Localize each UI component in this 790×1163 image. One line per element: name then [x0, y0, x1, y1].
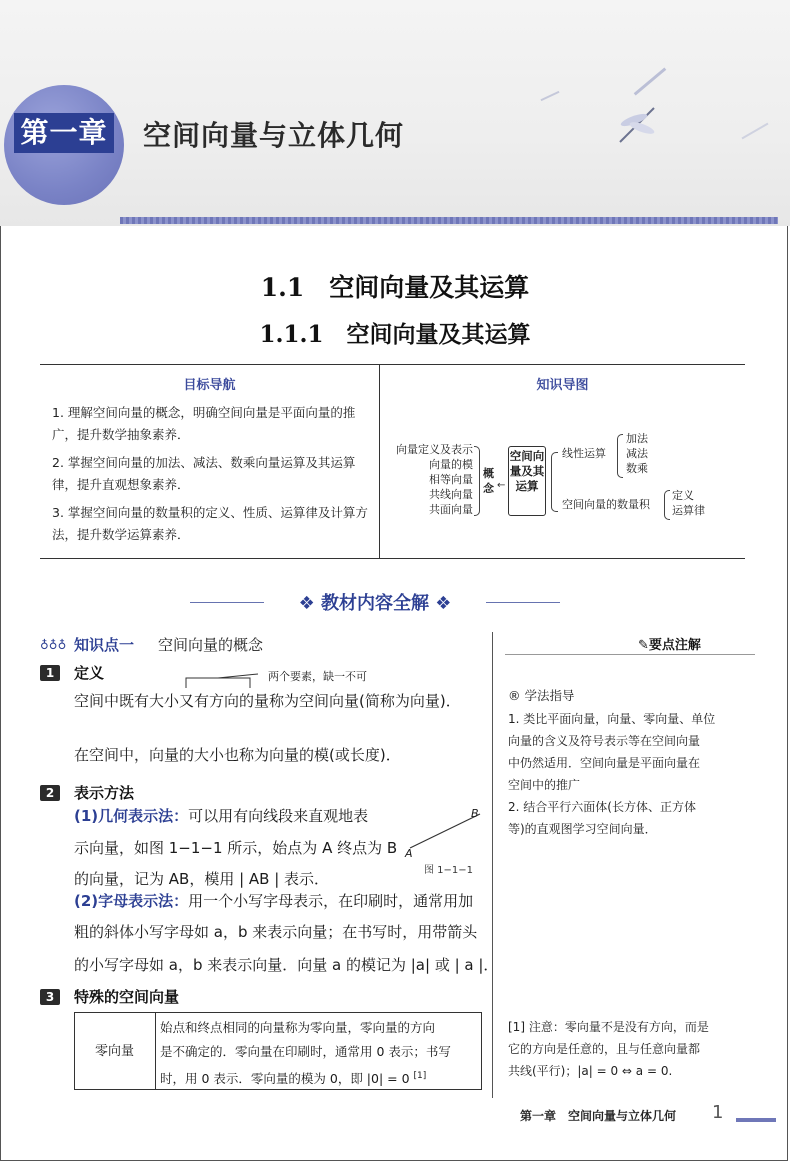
- table-row-text: 始点和终点相同的向量称为零向量，零向量的方向 是不确定的．零向量在印刷时，通常用 0 表示；书写 时，用 0 表示．零向量的模为 0，即 |0| = 0 [1]: [160, 1020, 451, 1087]
- footnote-ref: [1]: [413, 1071, 427, 1081]
- subsection-title: 1.1.1 空间向量及其运算: [259, 321, 531, 348]
- content-title: ❖ 教材内容全解 ❖: [298, 593, 452, 614]
- mindmap-item: 向量定义及表示: [396, 443, 473, 456]
- guide-text: 1. 类比平面向量，向量、零向量、单位 向量的含义及符号表示等在空间向量 中仍然适用．空间向量是平面向量在 空间中的推广 2. 结合平行六面体(长方体、正方体 等)的直观图学习空间向量．: [508, 712, 716, 836]
- geo-line: 的向量，记为 AB，模用 | AB | 表示．: [74, 870, 330, 888]
- guide-icon: ®: [508, 688, 525, 703]
- mindmap-brace: [664, 490, 670, 520]
- annotation-bracket: [168, 668, 268, 690]
- mindmap-dot: 空间向量的数量积: [562, 498, 650, 511]
- representation-heading: 表示方法: [74, 784, 135, 802]
- mindmap-item: 相等向量: [429, 473, 473, 486]
- column-divider: [492, 632, 493, 1098]
- mindmap-linear-list: [626, 431, 648, 476]
- letter-line: (2)字母表示法：用一个小写字母表示，在印刷时，通常用加: [74, 892, 474, 910]
- side-heading: ✎要点注解: [638, 638, 701, 653]
- table-row-label: 零向量: [94, 1044, 134, 1059]
- section-number: 1: [40, 665, 60, 681]
- footer-bar: [736, 1118, 776, 1122]
- side-rule: [505, 654, 755, 655]
- mindmap-brace: [474, 446, 480, 516]
- section-number: 3: [40, 989, 60, 1005]
- page-number: 1: [712, 1102, 724, 1123]
- mindmap-brace: [551, 452, 558, 512]
- mindmap-item: 减法: [626, 447, 648, 460]
- chapter-title: 空间向量与立体几何: [143, 119, 405, 152]
- heading-rule: [486, 602, 560, 603]
- goals-heading: 目标导航: [183, 378, 236, 393]
- goal-item: 1. 理解空间向量的概念，明确空间向量是平面向量的推广，提升数学抽象素养．: [52, 405, 356, 442]
- letter-line: 的小写字母如 a，b 来表示向量．向量 a 的模记为 |a| 或 | a |．: [74, 956, 499, 974]
- mindmap-item: 向量的模: [429, 458, 473, 471]
- mindmap-linear: 线性运算: [562, 447, 606, 460]
- footer-chapter: 第一章 空间向量与立体几何: [520, 1109, 677, 1123]
- heading-rule: [190, 602, 264, 603]
- chapter-banner: [0, 0, 790, 226]
- table-divider: [379, 364, 380, 559]
- letter-label: (2)字母表示法：: [74, 892, 189, 910]
- mindmap-item: 运算律: [672, 504, 705, 517]
- letter-line: 粗的斜体小写字母如 a，b 来表示向量；在书写时，用带箭头: [74, 923, 478, 941]
- dragonfly-icon: [612, 100, 662, 150]
- mindmap-item: 共线向量: [429, 488, 473, 501]
- mindmap-concept: 概念: [483, 467, 494, 495]
- mindmap-item: 数乘: [626, 462, 648, 475]
- mindmap-left-list: [389, 442, 473, 517]
- section-title: 1.1 空间向量及其运算: [260, 273, 530, 302]
- mindmap-item: 共面向量: [429, 503, 473, 516]
- table-divider: [155, 1012, 156, 1090]
- geo-label: (1)几何表示法：: [74, 807, 189, 825]
- geo-line: 示向量，如图 1−1−1 所示，始点为 A 终点为 B: [74, 839, 398, 857]
- section-number: 2: [40, 785, 60, 801]
- special-heading: 特殊的空间向量: [74, 988, 180, 1006]
- mindmap-dot-list: [672, 488, 705, 518]
- definition-line: 空间中既有大小又有方向的量称为空间向量(简称为向量)．: [74, 692, 461, 710]
- pen-icon: ✎: [638, 638, 649, 653]
- ornament-icon: ❖: [429, 593, 452, 614]
- mindmap-item: 定义: [672, 489, 694, 502]
- vector-figure: [404, 808, 494, 860]
- goal-item: 2. 掌握空间向量的加法、减法、数乘向量运算及其运算律，提升直观想象素养．: [52, 455, 356, 492]
- arrow-icon: ←: [497, 480, 506, 491]
- kp-label: 知识点一: [74, 636, 135, 654]
- banner-stripe: [120, 217, 778, 224]
- guide-heading: ® 学法指导: [508, 688, 575, 703]
- definition-annotation: 两个要素，缺一不可: [268, 670, 367, 683]
- definition-line: 在空间中，向量的大小也称为向量的模(或长度)．: [74, 746, 401, 764]
- drops-icon: ♁♁♁: [40, 638, 67, 652]
- definition-heading: 定义: [74, 664, 105, 682]
- figure-caption: 图 1−1−1: [424, 865, 474, 876]
- kp-text: 空间向量的概念: [158, 636, 264, 654]
- point-b: B: [471, 807, 479, 820]
- goal-item: 3. 掌握空间向量的数量积的定义、性质、运算律及计算方法，提升数学运算素养．: [52, 505, 368, 542]
- mindmap-center-box: 空间向量及其运算: [508, 446, 546, 516]
- ornament-icon: ❖: [298, 593, 321, 614]
- mindmap-brace: [617, 434, 623, 478]
- note-text: [1] 注意：零向量不是没有方向，而是 它的方向是任意的，且与任意向量都 共线(平行)；|a| = 0 ⇔ a = 0.: [508, 1020, 709, 1078]
- point-a: A: [405, 847, 413, 860]
- chapter-label: 第一章: [14, 113, 114, 153]
- mindmap-item: 加法: [626, 432, 648, 445]
- mindmap-heading: 知识导图: [536, 378, 589, 393]
- geo-line: (1)几何表示法：可以用有向线段来直观地表: [74, 807, 369, 825]
